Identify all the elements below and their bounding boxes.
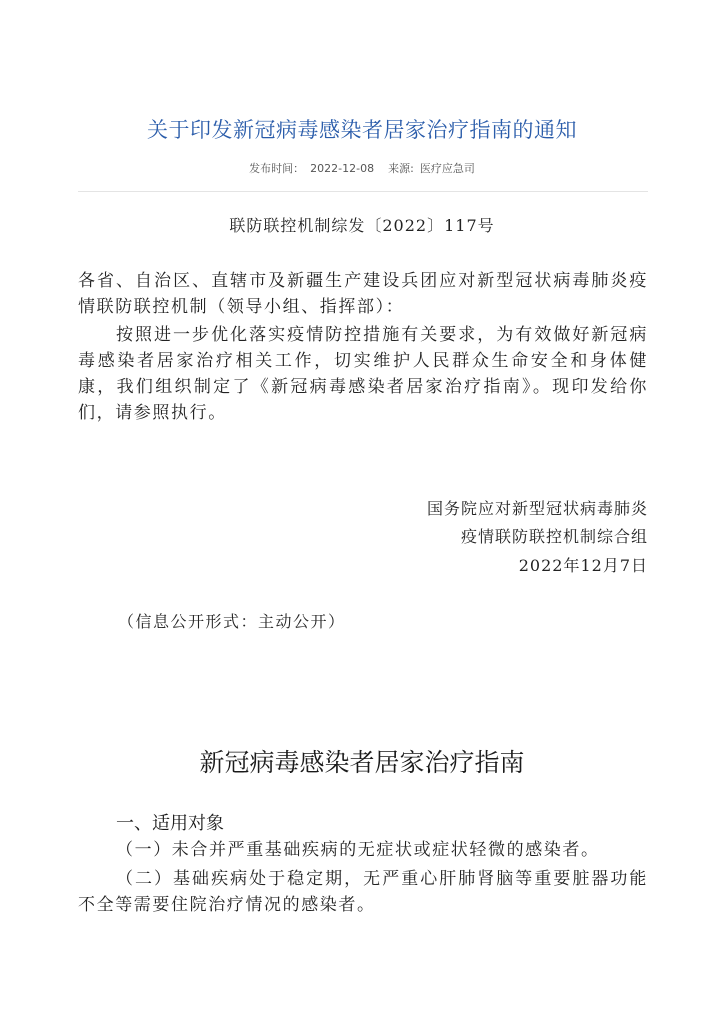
list-item: （一）未合并严重基础疾病的无症状或症状轻微的感染者。 [116,840,600,860]
header-divider [78,191,648,192]
document-number: 联防联控机制综发〔2022〕117号 [229,216,495,235]
source-label: 来源: [388,162,414,175]
publish-date-label: 发布时间： [249,162,305,175]
disclosure-note: （信息公开形式：主动公开） [118,612,346,631]
section-heading: 一、适用对象 [116,813,224,834]
list-item: （二）基础疾病处于稳定期，无严重心肝肺肾脑等重要脏器功能不全等需要住院治疗情况的感染者。 [78,869,648,915]
source-value: 医疗应急司 [419,162,475,175]
body-paragraph: 按照进一步优化落实疫情防控措施有关要求，为有效做好新冠病毒感染者居家治疗相关工作，切实维护人民群众生命安全和身体健康，我们组织制定了《新冠病毒感染者居家治疗指南》。现印发给你们，请参照执行。 [78,325,648,423]
guide-title: 新冠病毒感染者居家治疗指南 [199,748,525,777]
signature-line-1: 国务院应对新型冠状病毒肺炎 [426,499,648,518]
signature-date: 2022年12月7日 [518,556,648,575]
notice-title: 关于印发新冠病毒感染者居家治疗指南的通知 [147,118,577,142]
signature-line-2: 疫情联防联控机制综合组 [460,527,648,546]
publish-meta [0,160,724,176]
recipient-paragraph: 各省、自治区、直辖市及新疆生产建设兵团应对新型冠状病毒肺炎疫情联防联控机制（领导小组、指挥部）： [78,271,648,317]
publish-date: 2022-12-08 [310,162,375,175]
